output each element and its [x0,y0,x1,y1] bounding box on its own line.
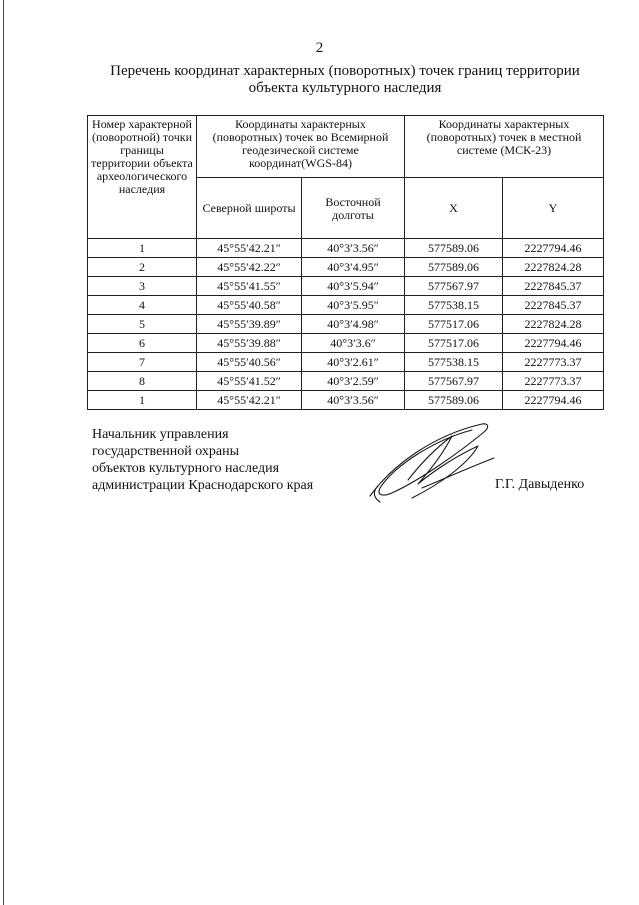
table-row [88,334,604,353]
cell-latitude: 45°55′39.89″ [197,315,302,334]
title-line-1: Перечень координат характерных (поворотных) точек границ территории [110,63,580,79]
cell-point-number: 7 [88,353,197,372]
position-line-3: объектов культурного наследия [92,461,280,476]
cell-latitude: 45°55′39.88″ [197,334,302,353]
cell-longitude: 40°3′4.95″ [302,258,405,277]
table-row [88,258,604,277]
header-north-latitude: Северной широты [197,177,302,239]
cell-point-number: 5 [88,315,197,334]
cell-x: 577589.06 [405,258,503,277]
handwritten-signature [360,418,500,510]
coordinates-table [87,115,604,410]
position-line-4: администрации Краснодарского края [92,478,314,493]
table-row [88,315,604,334]
cell-longitude: 40°3′3.6″ [302,334,405,353]
table-row [88,277,604,296]
cell-y: 2227845.37 [503,277,604,296]
table-row [88,353,604,372]
table-row [88,391,604,410]
position-line-2: государственной охраны [92,444,240,459]
signer-name: Г.Г. Давыденко [495,477,585,492]
cell-x: 577517.06 [405,315,503,334]
cell-latitude: 45°55′40.58″ [197,296,302,315]
cell-longitude: 40°3′3.56″ [302,239,405,258]
cell-y: 2227773.37 [503,353,604,372]
cell-point-number: 6 [88,334,197,353]
cell-point-number: 2 [88,258,197,277]
document-title [70,63,620,97]
cell-x: 577517.06 [405,334,503,353]
cell-y: 2227845.37 [503,296,604,315]
cell-latitude: 45°55′41.55″ [197,277,302,296]
cell-x: 577538.15 [405,353,503,372]
header-x: X [405,177,503,239]
cell-point-number: 8 [88,372,197,391]
page-edge-line [3,0,4,905]
cell-x: 577567.97 [405,372,503,391]
cell-point-number: 3 [88,277,197,296]
cell-latitude: 45°55′41.52″ [197,372,302,391]
header-wgs84: Координаты характерных (поворотных) точек во Всемирной геодезической системе координат(WGS-84) [197,116,405,178]
cell-y: 2227794.46 [503,334,604,353]
header-point-number: Номер характерной (поворотной) точки границы территории объекта археологического наследия [88,116,197,239]
cell-latitude: 45°55′42.21″ [197,391,302,410]
cell-y: 2227794.46 [503,239,604,258]
table-row [88,239,604,258]
cell-x: 577567.97 [405,277,503,296]
cell-y: 2227794.46 [503,391,604,410]
table-row [88,372,604,391]
cell-x: 577589.06 [405,239,503,258]
header-msk23: Координаты характерных (поворотных) точек в местной системе (МСК-23) [405,116,604,178]
cell-longitude: 40°3′2.61″ [302,353,405,372]
cell-latitude: 45°55′42.21″ [197,239,302,258]
header-y: Y [503,177,604,239]
signatory-position [92,426,313,494]
cell-x: 577589.06 [405,391,503,410]
cell-longitude: 40°3′4.98″ [302,315,405,334]
cell-point-number: 1 [88,391,197,410]
cell-x: 577538.15 [405,296,503,315]
position-line-1: Начальник управления [92,427,229,442]
table-row [88,296,604,315]
cell-longitude: 40°3′2.59″ [302,372,405,391]
title-line-2: объекта культурного наследия [248,80,442,96]
cell-y: 2227824.28 [503,315,604,334]
cell-point-number: 4 [88,296,197,315]
cell-point-number: 1 [88,239,197,258]
cell-y: 2227773.37 [503,372,604,391]
cell-longitude: 40°3′5.95″ [302,296,405,315]
cell-longitude: 40°3′5.94″ [302,277,405,296]
cell-y: 2227824.28 [503,258,604,277]
header-east-longitude: Восточной долготы [302,177,405,239]
cell-longitude: 40°3′3.56″ [302,391,405,410]
cell-latitude: 45°55′40.56″ [197,353,302,372]
cell-latitude: 45°55′42.22″ [197,258,302,277]
page-number: 2 [315,40,324,56]
